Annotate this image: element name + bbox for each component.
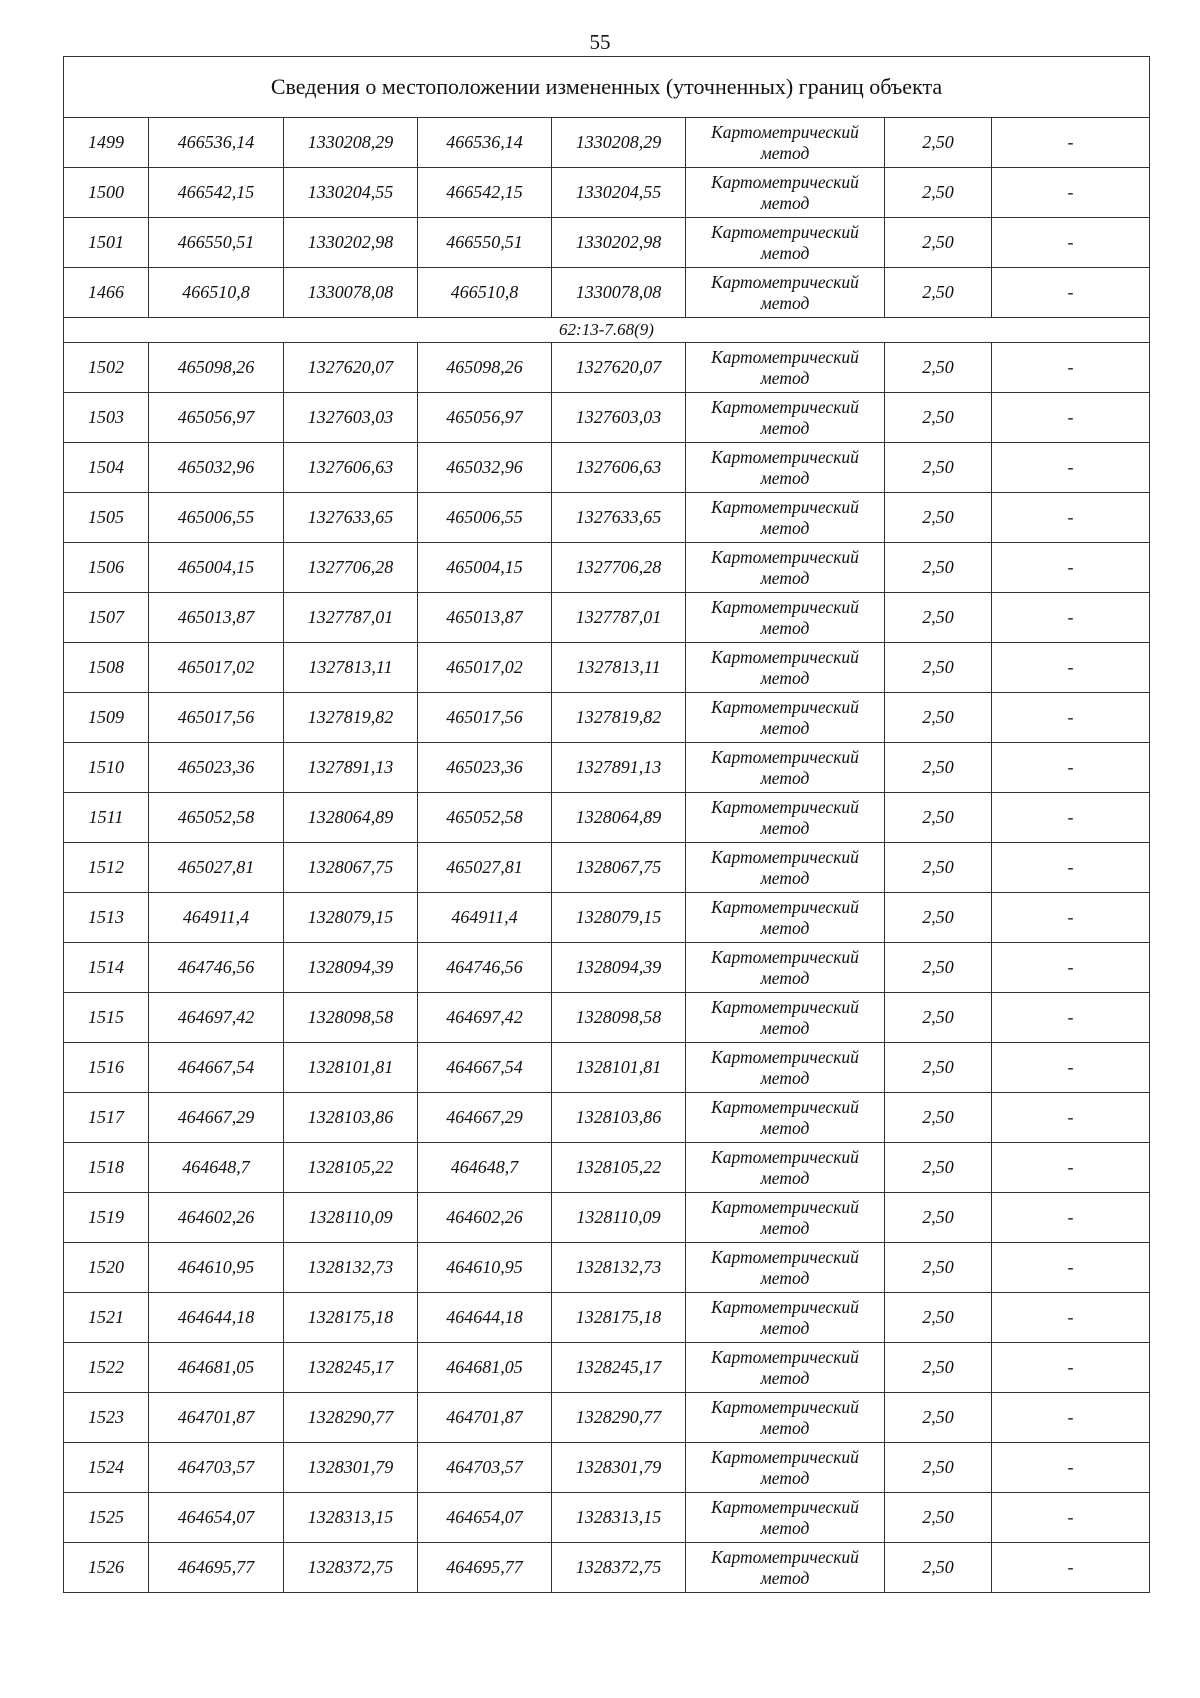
- cell-point-number: 1504: [64, 443, 149, 493]
- cell-method: Картометрический метод: [686, 1293, 885, 1343]
- cell-accuracy: 2,50: [885, 593, 992, 643]
- cell-note: -: [992, 1293, 1150, 1343]
- cell-new-x: 465098,26: [418, 343, 552, 393]
- cell-accuracy: 2,50: [885, 218, 992, 268]
- cell-point-number: 1506: [64, 543, 149, 593]
- cell-point-number: 1524: [64, 1443, 149, 1493]
- page-number: 55: [589, 30, 611, 54]
- cell-method: Картометрический метод: [686, 1543, 885, 1593]
- cell-point-number: 1500: [64, 168, 149, 218]
- cell-new-x: 465032,96: [418, 443, 552, 493]
- cell-new-y: 1328132,73: [552, 1243, 686, 1293]
- cell-existing-x: 464644,18: [149, 1293, 284, 1343]
- cell-note: -: [992, 893, 1150, 943]
- cell-new-y: 1327819,82: [552, 693, 686, 743]
- cell-existing-y: 1328132,73: [284, 1243, 418, 1293]
- table-row: [64, 793, 1150, 843]
- cell-method: Картометрический метод: [686, 1393, 885, 1443]
- cell-existing-x: 465006,55: [149, 493, 284, 543]
- cell-note: -: [992, 493, 1150, 543]
- cell-note: -: [992, 1543, 1150, 1593]
- cell-note: -: [992, 268, 1150, 318]
- cell-accuracy: 2,50: [885, 643, 992, 693]
- cell-note: -: [992, 218, 1150, 268]
- cell-method: Картометрический метод: [686, 268, 885, 318]
- cell-existing-x: 465098,26: [149, 343, 284, 393]
- cell-new-x: 464644,18: [418, 1293, 552, 1343]
- cell-existing-y: 1328105,22: [284, 1143, 418, 1193]
- cell-accuracy: 2,50: [885, 118, 992, 168]
- cell-existing-y: 1327891,13: [284, 743, 418, 793]
- cell-point-number: 1502: [64, 343, 149, 393]
- cell-accuracy: 2,50: [885, 1243, 992, 1293]
- cell-existing-y: 1327813,11: [284, 643, 418, 693]
- cell-existing-x: 465023,36: [149, 743, 284, 793]
- cell-point-number: 1523: [64, 1393, 149, 1443]
- cell-point-number: 1508: [64, 643, 149, 693]
- cell-new-x: 464610,95: [418, 1243, 552, 1293]
- cell-accuracy: 2,50: [885, 1193, 992, 1243]
- cell-new-y: 1327633,65: [552, 493, 686, 543]
- cell-method: Картометрический метод: [686, 1493, 885, 1543]
- cell-method: Картометрический метод: [686, 793, 885, 843]
- cell-new-x: 466550,51: [418, 218, 552, 268]
- cell-accuracy: 2,50: [885, 1343, 992, 1393]
- cell-new-y: 1328301,79: [552, 1443, 686, 1493]
- table-row: [64, 443, 1150, 493]
- cell-existing-y: 1328079,15: [284, 893, 418, 943]
- cell-point-number: 1503: [64, 393, 149, 443]
- cell-method: Картометрический метод: [686, 493, 885, 543]
- cell-new-y: 1328105,22: [552, 1143, 686, 1193]
- table-row: [64, 393, 1150, 443]
- cell-note: -: [992, 1043, 1150, 1093]
- cell-existing-x: 465017,02: [149, 643, 284, 693]
- cell-point-number: 1499: [64, 118, 149, 168]
- cell-point-number: 1522: [64, 1343, 149, 1393]
- cell-new-x: 465017,02: [418, 643, 552, 693]
- cell-new-y: 1327706,28: [552, 543, 686, 593]
- cell-new-y: 1328094,39: [552, 943, 686, 993]
- cell-existing-x: 466510,8: [149, 268, 284, 318]
- cell-new-x: 465006,55: [418, 493, 552, 543]
- cell-note: -: [992, 168, 1150, 218]
- cell-existing-y: 1327620,07: [284, 343, 418, 393]
- cell-new-x: 465004,15: [418, 543, 552, 593]
- cell-new-x: 464701,87: [418, 1393, 552, 1443]
- cell-existing-y: 1328175,18: [284, 1293, 418, 1343]
- cell-existing-x: 465017,56: [149, 693, 284, 743]
- cell-existing-x: 466550,51: [149, 218, 284, 268]
- cell-accuracy: 2,50: [885, 1543, 992, 1593]
- cell-new-x: 465052,58: [418, 793, 552, 843]
- cell-new-y: 1328372,75: [552, 1543, 686, 1593]
- cell-existing-x: 464681,05: [149, 1343, 284, 1393]
- cell-method: Картометрический метод: [686, 1143, 885, 1193]
- cell-method: Картометрический метод: [686, 1093, 885, 1143]
- table-row: [64, 343, 1150, 393]
- cell-method: Картометрический метод: [686, 893, 885, 943]
- cell-accuracy: 2,50: [885, 268, 992, 318]
- table-row: [64, 993, 1150, 1043]
- table-row: [64, 1243, 1150, 1293]
- cell-new-y: 1328245,17: [552, 1343, 686, 1393]
- table-title: Сведения о местоположении измененных (уточненных) границ объекта: [64, 57, 1150, 118]
- cell-method: Картометрический метод: [686, 1193, 885, 1243]
- table-row: [64, 1293, 1150, 1343]
- cell-accuracy: 2,50: [885, 893, 992, 943]
- cell-accuracy: 2,50: [885, 1043, 992, 1093]
- cell-new-x: 465017,56: [418, 693, 552, 743]
- cell-method: Картометрический метод: [686, 543, 885, 593]
- cell-note: -: [992, 343, 1150, 393]
- cell-point-number: 1509: [64, 693, 149, 743]
- cell-new-y: 1328064,89: [552, 793, 686, 843]
- cell-method: Картометрический метод: [686, 1043, 885, 1093]
- cell-method: Картометрический метод: [686, 693, 885, 743]
- cell-note: -: [992, 793, 1150, 843]
- cell-method: Картометрический метод: [686, 393, 885, 443]
- cell-existing-y: 1328064,89: [284, 793, 418, 843]
- cell-method: Картометрический метод: [686, 593, 885, 643]
- cell-new-x: 464746,56: [418, 943, 552, 993]
- cell-point-number: 1526: [64, 1543, 149, 1593]
- cell-accuracy: 2,50: [885, 1143, 992, 1193]
- cell-new-y: 1328103,86: [552, 1093, 686, 1143]
- cell-note: -: [992, 943, 1150, 993]
- cell-new-x: 465027,81: [418, 843, 552, 893]
- cell-accuracy: 2,50: [885, 1493, 992, 1543]
- cell-existing-y: 1327706,28: [284, 543, 418, 593]
- cell-note: -: [992, 1093, 1150, 1143]
- cell-point-number: 1520: [64, 1243, 149, 1293]
- cell-existing-x: 466536,14: [149, 118, 284, 168]
- cell-accuracy: 2,50: [885, 1093, 992, 1143]
- cell-existing-x: 465027,81: [149, 843, 284, 893]
- section-header-row: [64, 318, 1150, 343]
- cell-new-x: 465056,97: [418, 393, 552, 443]
- cell-point-number: 1518: [64, 1143, 149, 1193]
- cell-existing-y: 1330078,08: [284, 268, 418, 318]
- cell-new-x: 466536,14: [418, 118, 552, 168]
- cell-new-y: 1330202,98: [552, 218, 686, 268]
- cell-method: Картометрический метод: [686, 118, 885, 168]
- cell-existing-y: 1328290,77: [284, 1393, 418, 1443]
- cell-new-x: 464654,07: [418, 1493, 552, 1543]
- cell-note: -: [992, 393, 1150, 443]
- cell-new-y: 1328175,18: [552, 1293, 686, 1343]
- cell-note: -: [992, 1493, 1150, 1543]
- table-title-row: [64, 57, 1150, 118]
- cell-new-x: 464667,54: [418, 1043, 552, 1093]
- cell-new-y: 1328079,15: [552, 893, 686, 943]
- cell-note: -: [992, 1443, 1150, 1493]
- cell-existing-x: 465032,96: [149, 443, 284, 493]
- cell-note: -: [992, 543, 1150, 593]
- cell-method: Картометрический метод: [686, 168, 885, 218]
- cell-method: Картометрический метод: [686, 643, 885, 693]
- cell-method: Картометрический метод: [686, 1243, 885, 1293]
- table-row: [64, 1343, 1150, 1393]
- cell-accuracy: 2,50: [885, 1293, 992, 1343]
- table-row: [64, 1143, 1150, 1193]
- cell-point-number: 1511: [64, 793, 149, 843]
- cell-method: Картометрический метод: [686, 1443, 885, 1493]
- cell-new-y: 1328290,77: [552, 1393, 686, 1443]
- table-row: [64, 1543, 1150, 1593]
- table-row: [64, 493, 1150, 543]
- cell-existing-y: 1328098,58: [284, 993, 418, 1043]
- cell-note: -: [992, 843, 1150, 893]
- cell-new-x: 464681,05: [418, 1343, 552, 1393]
- cell-existing-x: 464648,7: [149, 1143, 284, 1193]
- cell-point-number: 1507: [64, 593, 149, 643]
- cell-existing-x: 464911,4: [149, 893, 284, 943]
- table-row: [64, 1493, 1150, 1543]
- cell-new-x: 465013,87: [418, 593, 552, 643]
- cell-existing-y: 1328313,15: [284, 1493, 418, 1543]
- cell-existing-x: 465056,97: [149, 393, 284, 443]
- cell-existing-x: 464610,95: [149, 1243, 284, 1293]
- cell-new-y: 1328067,75: [552, 843, 686, 893]
- table-row: [64, 543, 1150, 593]
- cell-new-y: 1330078,08: [552, 268, 686, 318]
- table-row: [64, 843, 1150, 893]
- cell-point-number: 1515: [64, 993, 149, 1043]
- cell-new-y: 1330204,55: [552, 168, 686, 218]
- cell-point-number: 1517: [64, 1093, 149, 1143]
- cell-note: -: [992, 643, 1150, 693]
- cell-accuracy: 2,50: [885, 543, 992, 593]
- table-row: [64, 1093, 1150, 1143]
- cell-new-x: 466542,15: [418, 168, 552, 218]
- cell-point-number: 1466: [64, 268, 149, 318]
- table-row: [64, 943, 1150, 993]
- cell-new-x: 464648,7: [418, 1143, 552, 1193]
- cell-accuracy: 2,50: [885, 443, 992, 493]
- cell-existing-x: 464667,29: [149, 1093, 284, 1143]
- table-row: [64, 1443, 1150, 1493]
- cell-new-x: 464911,4: [418, 893, 552, 943]
- cell-accuracy: 2,50: [885, 1443, 992, 1493]
- cell-existing-y: 1328101,81: [284, 1043, 418, 1093]
- table-row: [64, 893, 1150, 943]
- cell-method: Картометрический метод: [686, 1343, 885, 1393]
- table-row: [64, 593, 1150, 643]
- cell-note: -: [992, 443, 1150, 493]
- cell-existing-y: 1328067,75: [284, 843, 418, 893]
- section-label: 62:13-7.68(9): [64, 318, 1150, 343]
- cell-existing-x: 464654,07: [149, 1493, 284, 1543]
- table-row: [64, 1043, 1150, 1093]
- cell-method: Картометрический метод: [686, 743, 885, 793]
- cell-existing-y: 1328094,39: [284, 943, 418, 993]
- cell-existing-y: 1327606,63: [284, 443, 418, 493]
- cell-point-number: 1510: [64, 743, 149, 793]
- boundary-coordinates-table: [63, 56, 1150, 1593]
- cell-note: -: [992, 1343, 1150, 1393]
- table-row: [64, 268, 1150, 318]
- table-row: [64, 643, 1150, 693]
- cell-new-x: 464667,29: [418, 1093, 552, 1143]
- cell-accuracy: 2,50: [885, 393, 992, 443]
- cell-existing-x: 465013,87: [149, 593, 284, 643]
- cell-new-x: 466510,8: [418, 268, 552, 318]
- cell-point-number: 1525: [64, 1493, 149, 1543]
- cell-existing-x: 464667,54: [149, 1043, 284, 1093]
- cell-new-y: 1328098,58: [552, 993, 686, 1043]
- cell-existing-x: 465052,58: [149, 793, 284, 843]
- cell-existing-y: 1327787,01: [284, 593, 418, 643]
- cell-new-x: 464703,57: [418, 1443, 552, 1493]
- cell-point-number: 1516: [64, 1043, 149, 1093]
- cell-existing-x: 464697,42: [149, 993, 284, 1043]
- cell-accuracy: 2,50: [885, 1393, 992, 1443]
- cell-existing-x: 464602,26: [149, 1193, 284, 1243]
- cell-method: Картометрический метод: [686, 993, 885, 1043]
- cell-new-y: 1327603,03: [552, 393, 686, 443]
- cell-existing-x: 464703,57: [149, 1443, 284, 1493]
- cell-point-number: 1514: [64, 943, 149, 993]
- cell-method: Картометрический метод: [686, 943, 885, 993]
- cell-new-y: 1327891,13: [552, 743, 686, 793]
- cell-note: -: [992, 693, 1150, 743]
- cell-note: -: [992, 743, 1150, 793]
- table-body: [64, 57, 1150, 1593]
- cell-new-y: 1327787,01: [552, 593, 686, 643]
- cell-method: Картометрический метод: [686, 843, 885, 893]
- cell-point-number: 1513: [64, 893, 149, 943]
- cell-method: Картометрический метод: [686, 443, 885, 493]
- table-row: [64, 1393, 1150, 1443]
- cell-existing-y: 1327819,82: [284, 693, 418, 743]
- cell-note: -: [992, 1243, 1150, 1293]
- cell-accuracy: 2,50: [885, 793, 992, 843]
- cell-new-x: 464695,77: [418, 1543, 552, 1593]
- cell-existing-x: 464695,77: [149, 1543, 284, 1593]
- cell-point-number: 1512: [64, 843, 149, 893]
- cell-new-y: 1327620,07: [552, 343, 686, 393]
- cell-method: Картометрический метод: [686, 218, 885, 268]
- cell-existing-x: 465004,15: [149, 543, 284, 593]
- cell-existing-y: 1328301,79: [284, 1443, 418, 1493]
- cell-existing-y: 1330208,29: [284, 118, 418, 168]
- cell-new-x: 464602,26: [418, 1193, 552, 1243]
- cell-method: Картометрический метод: [686, 343, 885, 393]
- cell-existing-y: 1328110,09: [284, 1193, 418, 1243]
- table-row: [64, 693, 1150, 743]
- cell-new-y: 1327606,63: [552, 443, 686, 493]
- cell-accuracy: 2,50: [885, 343, 992, 393]
- cell-existing-y: 1327603,03: [284, 393, 418, 443]
- cell-existing-x: 464746,56: [149, 943, 284, 993]
- cell-existing-y: 1330202,98: [284, 218, 418, 268]
- cell-note: -: [992, 1193, 1150, 1243]
- cell-note: -: [992, 993, 1150, 1043]
- cell-new-x: 465023,36: [418, 743, 552, 793]
- cell-existing-x: 464701,87: [149, 1393, 284, 1443]
- table-row: [64, 1193, 1150, 1243]
- cell-existing-y: 1328372,75: [284, 1543, 418, 1593]
- cell-point-number: 1505: [64, 493, 149, 543]
- cell-new-x: 464697,42: [418, 993, 552, 1043]
- cell-note: -: [992, 118, 1150, 168]
- cell-new-y: 1328110,09: [552, 1193, 686, 1243]
- cell-accuracy: 2,50: [885, 168, 992, 218]
- cell-accuracy: 2,50: [885, 943, 992, 993]
- cell-note: -: [992, 1393, 1150, 1443]
- cell-existing-y: 1328103,86: [284, 1093, 418, 1143]
- cell-point-number: 1501: [64, 218, 149, 268]
- cell-note: -: [992, 593, 1150, 643]
- table-row: [64, 118, 1150, 168]
- cell-point-number: 1519: [64, 1193, 149, 1243]
- table-row: [64, 218, 1150, 268]
- cell-point-number: 1521: [64, 1293, 149, 1343]
- cell-existing-x: 466542,15: [149, 168, 284, 218]
- cell-existing-y: 1328245,17: [284, 1343, 418, 1393]
- table-row: [64, 743, 1150, 793]
- cell-existing-y: 1327633,65: [284, 493, 418, 543]
- cell-note: -: [992, 1143, 1150, 1193]
- cell-new-y: 1330208,29: [552, 118, 686, 168]
- cell-accuracy: 2,50: [885, 493, 992, 543]
- cell-accuracy: 2,50: [885, 693, 992, 743]
- cell-existing-y: 1330204,55: [284, 168, 418, 218]
- cell-new-y: 1328313,15: [552, 1493, 686, 1543]
- cell-new-y: 1327813,11: [552, 643, 686, 693]
- cell-accuracy: 2,50: [885, 743, 992, 793]
- table-row: [64, 168, 1150, 218]
- cell-accuracy: 2,50: [885, 843, 992, 893]
- cell-new-y: 1328101,81: [552, 1043, 686, 1093]
- cell-accuracy: 2,50: [885, 993, 992, 1043]
